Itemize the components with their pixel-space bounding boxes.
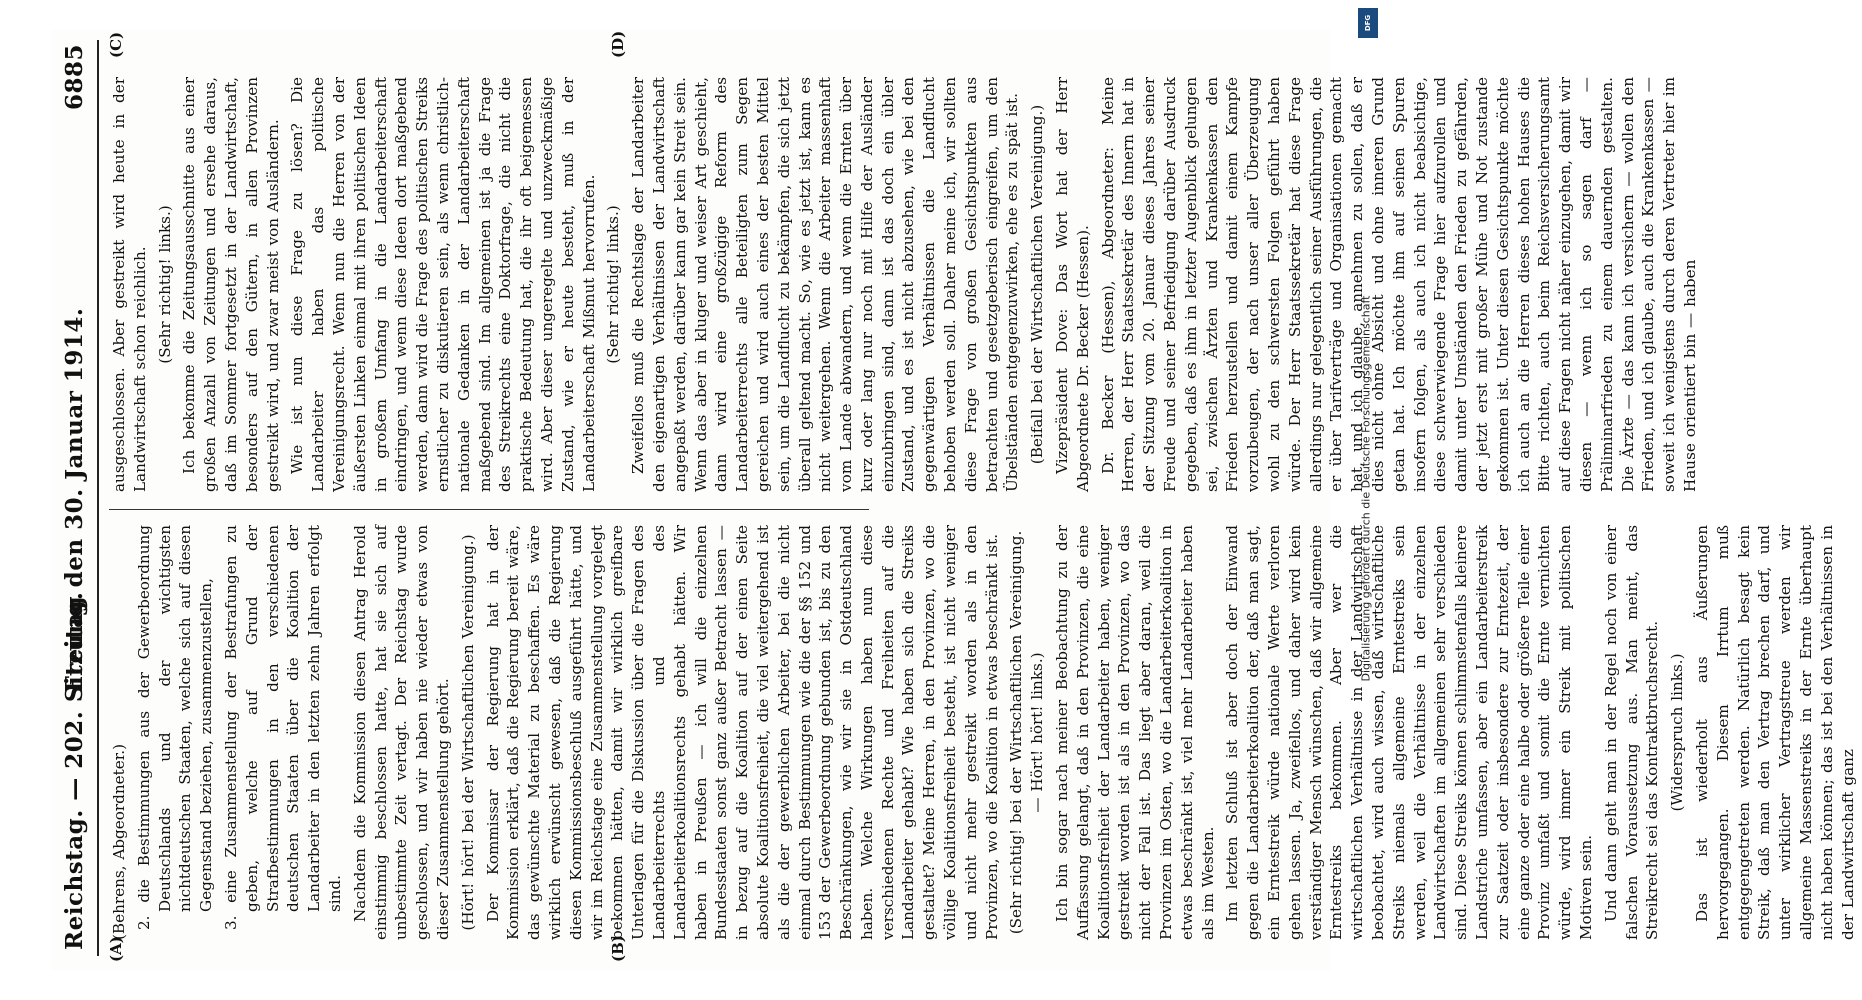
page-number: 6885 — [61, 44, 88, 111]
paragraph: Nachdem die Kommission diesen Antrag Herold einstimmig beschlossen hatte, hat sie sich auf unbestimmte Zeit vertagt. Der Reichstag wurde geschlossen, und wir haben nie wieder etwas von dieser Zusammenstellung gehört. — [350, 525, 452, 940]
paragraph: Zweifellos muß die Rechtslage der Landarbeiter den eigenartigen Verhältnissen der Landwirtschaft angepaßt werden, darüber kann gar kein Streit sein. Wenn das aber in kluger und weiser Art geschieht, dann wird eine großzügige Reform des Landarbeiterrechts alle Beteiligten zum Segen gereichen und wird auch eines der besten Mittel sein, um die Landflucht zu bekämpfen, die sich jetzt überall geltend macht. So, wie es jetzt ist, kann es nicht weitergehen. Wenn die Arbeiter massenhaft vom Lande abwandern, und wenn die Ernten über kurz oder lang nur noch mit Hilfe der Ausländer einzubringen sind, dann ist das doch ein übler Zustand, und es ist nicht abzusehen, wie bei den gegenwärtigen Verhältnissen die Landflucht behoben werden soll. Daher meine ich, wir sollten diese Frage von großen Gesichtspunkten aus betrachten und gesetzgeberisch eingreifen, um den Übelständen entgegenzuwirken, ehe es zu spät ist. — [629, 77, 1022, 492]
paragraph: Wie ist nun diese Frage zu lösen? Die Landarbeiter haben das politische Vereinigungsrecht. Wenn nun die Herren von der äußersten Linken einmal mit ihren politischen Ideen in großem Umfang in die Landarbeiterschaft eindringen, und wenn diese Ideen dort maßgebend werden, dann wird die Frage des politischen Streiks ernstlicher zu diskutieren sein, als wenn christlich-nationale Gedanken in der Landarbeiterschaft maßgebend sind. Im allgemeinen ist ja die Frage des Streikrechts eine Doktorfrage, die nicht die praktische Bedeutung hat, die ihr oft beigemessen wird. Aber dieser ungeregelte und unzweckmäßige Zustand, wie er heute besteht, muß in der Landarbeiterschaft Mißmut hervorrufen. — [288, 77, 598, 492]
interjection: (Widerspruch links.) — [1668, 653, 1687, 812]
paragraph: ausgeschlossen. Aber gestreikt wird heute in der Landwirtschaft schon reichlich. — [110, 77, 149, 492]
margin-marker-a: (A) — [107, 936, 125, 962]
margin-marker-b: (B) — [609, 935, 627, 962]
margin-marker-d: (D) — [609, 30, 627, 58]
paragraph: Das ist wiederholt aus Äußerungen hervorgegangen. Diesem Irrtum muß entgegengetreten werden. Natürlich besagt kein Streik, daß man den Vertrag brechen darf, und unter wirklicher Vertragstreue werden wir allgemeine Massenstreiks in der Ernte überhaupt nicht haben können; das ist bei den Verhältnissen in der Landwirtschaft ganz — [1692, 525, 1857, 940]
interjection: (Sehr richtig! bei der Wirtschaftlichen Vereinigung. — Hört! hört! links.) — [1007, 530, 1047, 935]
paragraph: Ich bekomme die Zeitungsausschnitte aus einer großen Anzahl von Zeitungen und ersehe daraus, daß im Sommer fortgesetzt in der Landwirtschaft, besonders auf den Gütern, in allen Provinzen gestreikt wird, und zwar meist von Ausländern. — [180, 77, 282, 492]
dfg-logo: DFG — [1358, 8, 1378, 38]
column-divider — [109, 509, 869, 510]
speaker-announcement: Vizepräsident Dove: Das Wort hat der Herr Abgeordnete Dr. Becker (Hessen). — [1053, 77, 1092, 492]
interjection: (Sehr richtig! links.) — [155, 205, 174, 364]
interjection: (Beifall bei der Wirtschaftlichen Vereinigung.) — [1028, 104, 1047, 465]
interjection: (Sehr richtig! links.) — [604, 205, 623, 364]
text-column-left — [109, 525, 1862, 940]
paragraph: Ich bin sogar nach meiner Beobachtung zu der Auffassung gelangt, daß in den Provinzen, die eine Koalitionsfreiheit der Landarbeiter haben, weniger gestreikt worden ist als in den Provinzen, wo das nicht der Fall ist. Das liegt aber daran, weil die Provinzen im Osten, wo die Landarbeiterkoalition in etwas beschränkt ist, viel mehr Landarbeiter haben als im Westen. — [1053, 525, 1217, 940]
paragraph: Und dann geht man in der Regel noch von einer falschen Voraussetzung aus. Man meint, das Streikrecht sei das Kontraktbruchsrecht. — [1601, 525, 1662, 940]
paragraph: Dr. Becker (Hessen), Abgeordneter: Meine Herren, der Herr Staatssekretär des Innern hat in der Sitzung vom 20. Januar dieses Jahres seiner Freude und seiner Befriedigung darüber Ausdruck gegeben, daß es ihm in letzter Augenblick gelungen sei, zwischen Ärzten und Krankenkassen den Frieden herzustellen und damit einem Kampfe vorzubeugen, der nach unser aller Überzeugung wohl zu den schwersten Folgen geführt haben würde. Der Herr Staatssekretär hat diese Frage allerdings nur gelegentlich seiner Ausführungen, die er über Tarifverträge und Organisationen gemacht hat, und ich glaube, annehmen zu sollen, daß er dies nicht ohne Absicht und ohne inneren Grund getan hat. Ich möchte ihm auf seinen Spuren insofern folgen, als auch ich nicht beabsichtige, diese schwerwiegende Frage hier aufzurollen und damit unter Umständen den Frieden zu gefährden, der jetzt erst mit großer Mühe und Not zustande gekommen ist. Unter diesen Gesichtspunkte möchte ich auch an die Herren dieses hohen Hauses die Bitte richten, auch beim Reichsversicherungsamt auf diese Fragen nicht näher einzugehen, damit wir diesen — wenn ich so sagen darf — Präliminarfrieden zu einem dauernden gestalten. Die Ärzte — das kann ich versichern — wollen den Frieden, und ich glaube, auch die Krankenkassen — soweit ich wenigstens durch deren Vertreter hier im Hause orientiert bin — haben — [1098, 77, 1699, 492]
list-item: 2. die Bestimmungen aus der Gewerbeordnung Deutschlands und der wichtigsten nichtdeutschen Staaten, welche sich auf diesen Gegenstand beziehen, zusammenzustellen, — [134, 525, 216, 930]
digitization-note — [1353, 10, 1379, 970]
speaker-note: (Behrens, Abgeordneter.) — [110, 743, 128, 940]
page-header — [59, 30, 93, 970]
paragraph: Der Kommissar der Regierung hat in der Kommission erklärt, daß die Regierung bereit wäre, das gewünschte Material zu beschaffen. Es wäre wirklich erwünscht gewesen, daß die Regierung diesen Kommissionsbeschluß ausgeführt hätte, und wir im Reichstage eine Zusammenstellung vorgelegt bekommen hätten, damit wir wirklich greifbare Unterlagen für die Diskussion über die Fragen des Landarbeiterrechts und des Landarbeiterkoalitionsrechts gehabt hätten. Wir haben in Preußen — ich will die einzelnen Bundesstaaten sonst ganz außer Betracht lassen — in bezug auf die Koalition auf der einen Seite absolute Koalitionsfreiheit, die viel weitergehend ist als die der gewerblichen Arbeiter, bei die nicht einmal durch Bestimmungen wie die der §§ 152 und 153 der Gewerbeordnung gebunden ist, bis zu den Beschränkungen, wie wir sie in Ostdeutschland haben. Welche Wirkungen haben nun diese verschiedenen Rechte und Freiheiten auf die Landarbeiter gehabt? Wie haben sich die Streiks gestaltet? Meine Herren, in den Provinzen, wo die völlige Koalitionsfreiheit besteht, ist nicht weniger und nicht mehr gestreikt worden als in den Provinzen, wo die Koalition in etwas beschränkt ist. — [483, 525, 1001, 940]
paragraph: Im letzten Schluß ist aber doch der Einwand gegen die Landarbeiterkoalition der, daß man sagt, ein Erntestreik würde nationale Werte verloren gehen lassen. Ja, zweifellos, und daher wird kein verständiger Mensch wünschen, daß wir allgemeine Erntestreiks bekommen. Aber wer die wirtschaftlichen Verhältnisse in der Landwirtschaft beobachtet, wird auch wissen, daß wirtschaftliche Streiks niemals allgemeine Erntestreiks sein werden, weil die Verhältnisse in der einzelnen Landwirtschaften im allgemeinen sehr verschieden sind. Diese Streiks können schlimmstenfalls kleinere Landstriche umfassen, aber ein Landarbeiterstreik zur Saatzeit oder insbesondere zur Erntezeit, der eine ganze oder eine halbe oder größere Teile einer Provinz umfaßt und somit die Ernte vernichten würde, wird immer ein Streik mit politischen Motiven sein. — [1223, 525, 1595, 940]
text-column-right — [109, 77, 1705, 492]
header-rule — [97, 40, 99, 956]
header-date: Freitag den 30. Januar 1914. — [61, 307, 88, 693]
margin-marker-c: (C) — [107, 31, 125, 58]
interjection: (Hört! hört! bei der Wirtschaftlichen Vereinigung.) — [458, 534, 477, 931]
header-left: Reichstag. — 202. Sitzung. — [61, 591, 88, 950]
digitization-note-text: Digitalisierung gefördert durch die Deutsche Forschungsgemeinschaft — [1359, 295, 1373, 682]
list-item: 3. eine Zusammenstellung der Bestrafungen zu geben, welche auf Grund der Strafbestimmungen in den verschiedenen deutschen Staaten über die Koalition der Landarbeiter in den letzten zehn Jahren erfolgt sind. — [221, 525, 344, 930]
